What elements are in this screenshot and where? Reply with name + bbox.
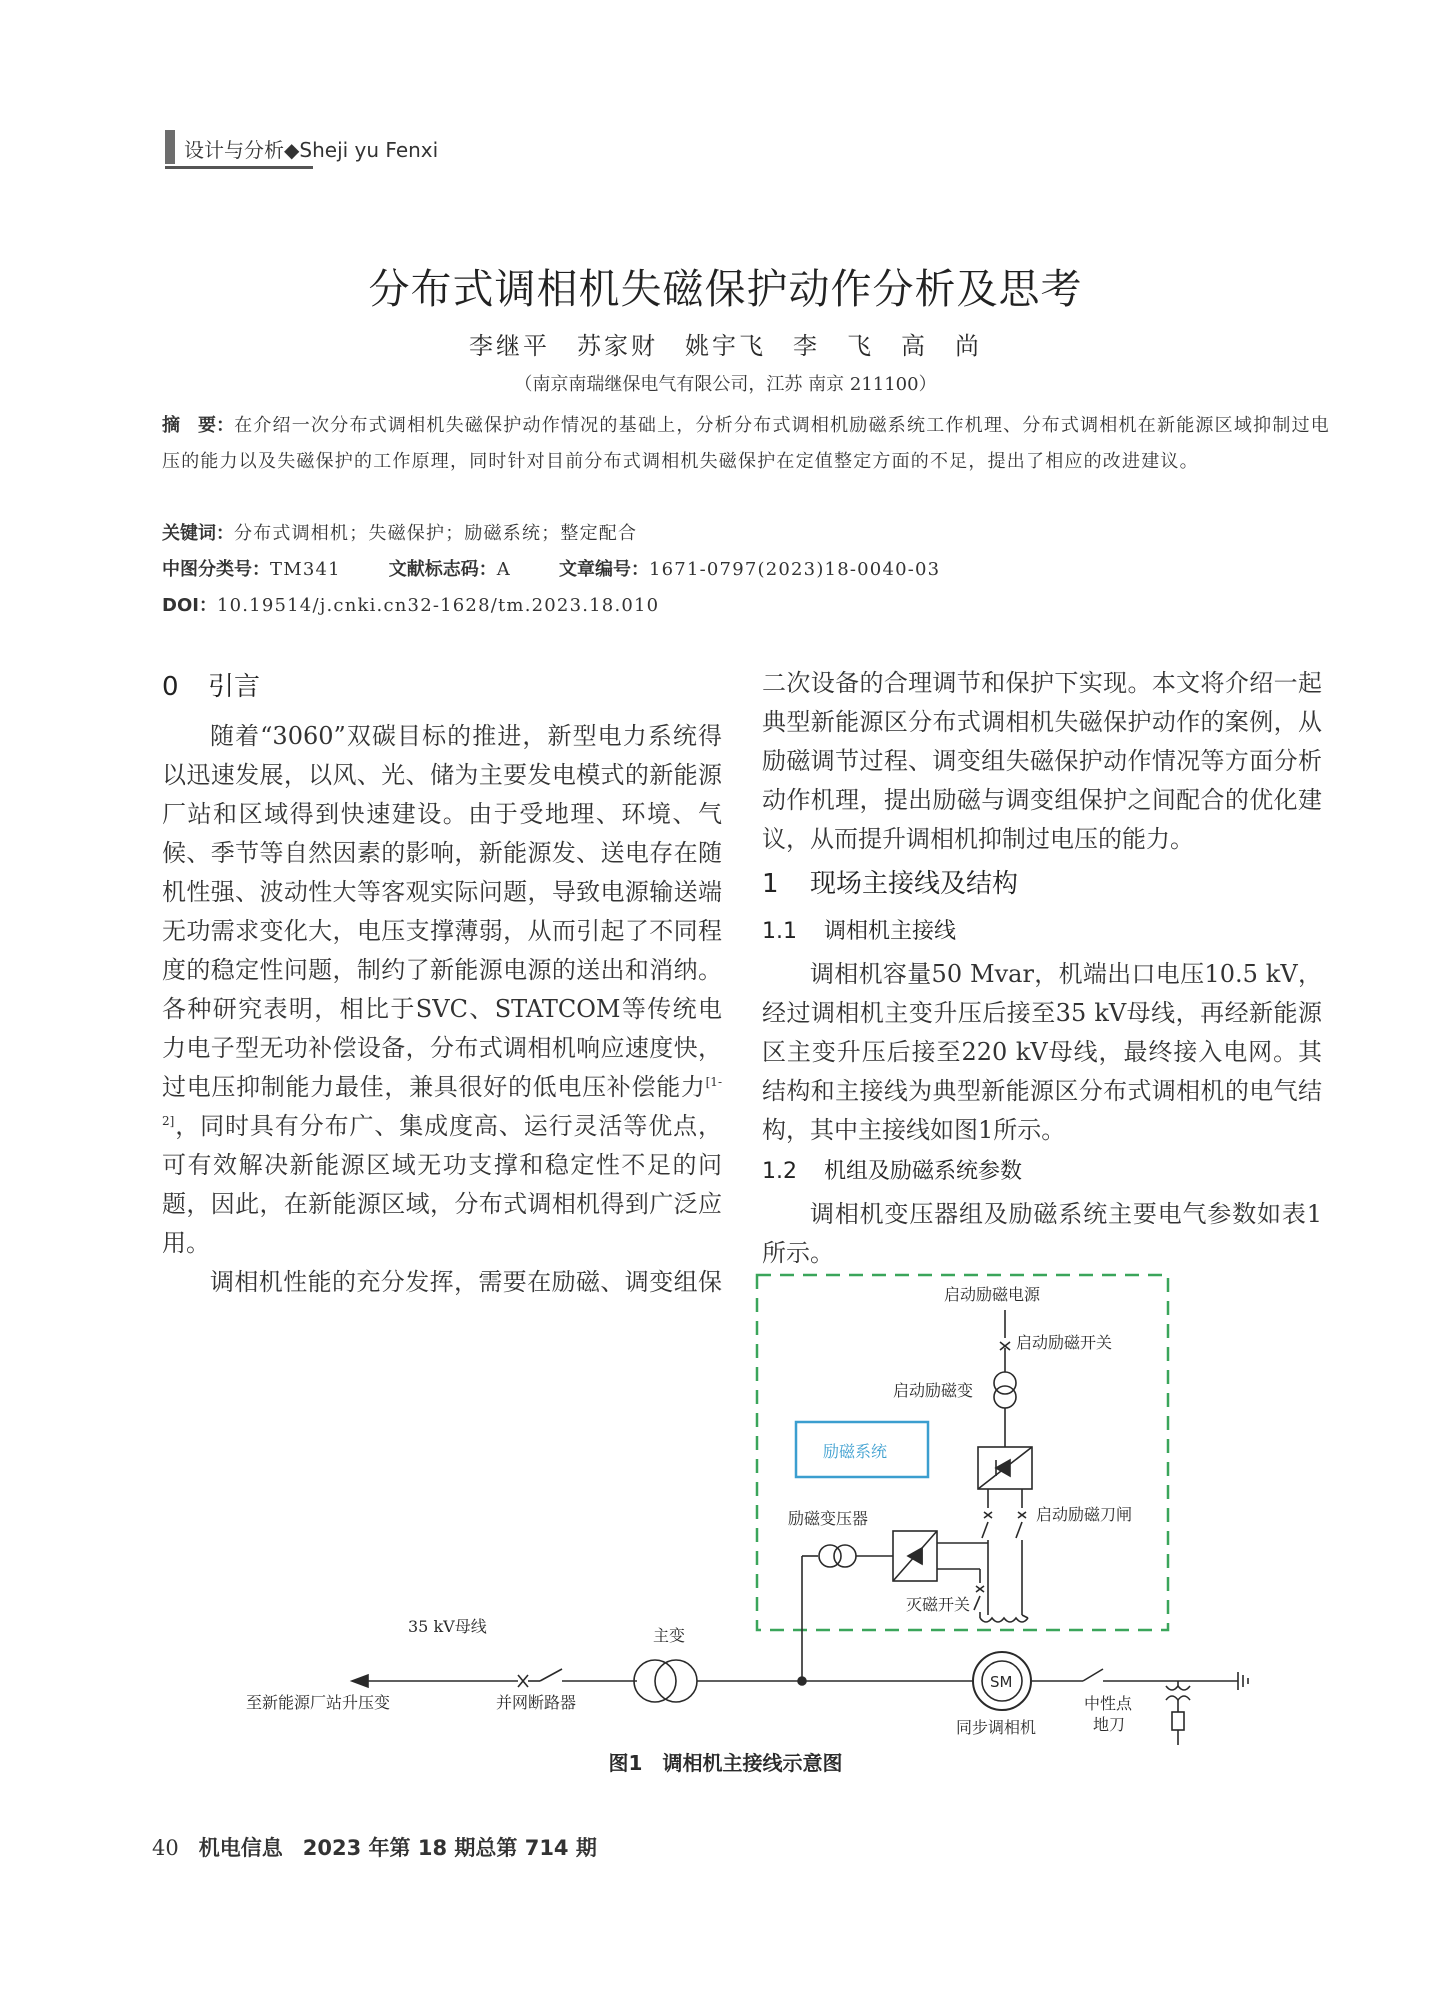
figure-caption: 图1 调相机主接线示意图: [608, 1751, 843, 1775]
right-column: [762, 664, 1322, 1273]
page-footer: [152, 1832, 597, 1862]
field-winding-icon: [980, 1618, 1028, 1622]
start-knife-icon: [982, 1522, 988, 1538]
label-excitation-system: 励磁系统: [823, 1442, 888, 1461]
section-0-heading: 0 引言: [162, 672, 261, 702]
label-grid-breaker: 并网断路器: [496, 1693, 577, 1712]
doc-code-value: A: [496, 559, 511, 580]
keywords-label: 关键词：: [162, 523, 234, 544]
section-1-1-paragraph: 调相机容量50 Mvar，机端出口电压10.5 kV，经过调相机主变升压后接至35 kV母线，再经新能源区主变升压后接至220 kV母线，最终接入电网。其结构和主接线为典型新能源区分布式调相机的电气结构，其中主接线如图1所示。: [762, 960, 1322, 1144]
section-0-paragraph-1: 随着“3060”双碳目标的推进，新型电力系统得以迅速发展，以风、光、储为主要发电模式的新能源厂站和区域得到快速建设。由于受地理、环境、气候、季节等自然因素的影响，新能源发、送电存在随机性强、波动性大等客观实际问题，导致电源输送端无功需求变化大，电压支撑薄弱，从而引起了不同程度的稳定性问题，制约了新能源电源的送出和消纳。各种研究表明，相比于SVC、STATCOM等传统电力电子型无功补偿设备，分布式调相机响应速度快，过电压抑制能力最佳，兼具很好的低电压补偿能力[1-2]，同时具有分布广、集成度高、运行灵活等优点，可有效解决新能源区域无功支撑和稳定性不足的问题，因此，在新能源区域，分布式调相机得到广泛应用。: [162, 722, 722, 1257]
keywords-text: 分布式调相机；失磁保护；励磁系统；整定配合: [234, 523, 638, 544]
abstract-text: 在介绍一次分布式调相机失磁保护动作情况的基础上，分析分布式调相机励磁系统工作机理、分布式调相机在新能源区域抑制过电压的能力以及失磁保护的工作原理，同时针对目前分布式调相机失磁保护在定值整定方面的不足，提出了相应的改进建议。: [162, 415, 1330, 472]
main-wiring-diagram: [240, 1265, 1250, 1755]
keywords: [162, 516, 1330, 552]
section-0-paragraph-2: 调相机性能的充分发挥，需要在励磁、调变组保: [210, 1268, 722, 1296]
demag-switch-icon: [974, 1596, 980, 1610]
neutral-knife-icon: [1083, 1669, 1103, 1681]
label-neutral-1: 中性点: [1084, 1694, 1133, 1713]
label-demag-switch: 灭磁开关: [906, 1595, 971, 1614]
diamond-icon: ◆: [284, 138, 300, 162]
arrow-left-icon: [352, 1675, 368, 1687]
section-0-paragraph-2-continued: 二次设备的合理调节和保护下实现。本文将介绍一起典型新能源区分布式调相机失磁保护动作的案例，从励磁调节过程、调变组失磁保护动作情况等方面分析动作机理，提出励磁与调变组保护之间配合的优化建议，从而提升调相机抑制过电压的能力。: [762, 669, 1322, 853]
label-start-knife: 启动励磁刀闸: [1036, 1505, 1133, 1524]
label-start-power: 启动励磁电源: [944, 1285, 1041, 1304]
doi-value: 10.19514/j.cnki.cn32-1628/tm.2023.18.010: [216, 595, 660, 616]
issue-info: 2023 年第 18 期总第 714 期: [302, 1836, 597, 1860]
start-transformer-icon: [994, 1372, 1016, 1394]
label-main-transformer: 主变: [653, 1626, 686, 1645]
header-section: 设计与分析: [184, 138, 284, 162]
section-1-2-heading: 1.2 机组及励磁系统参数: [762, 1159, 1023, 1184]
article-number-label: 文章编号：: [559, 559, 649, 580]
label-exc-transformer: 励磁变压器: [788, 1509, 869, 1528]
header-bar: [165, 130, 175, 164]
page-number: 40: [152, 1836, 179, 1860]
label-start-switch: 启动励磁开关: [1016, 1333, 1113, 1352]
label-sm: SM: [990, 1673, 1013, 1691]
label-start-transformer: 启动励磁变: [893, 1381, 974, 1400]
section-1-1-heading: 1.1 调相机主接线: [762, 919, 957, 944]
label-neutral-2: 地刀: [1093, 1715, 1126, 1734]
abstract: [162, 408, 1330, 480]
authors: 李继平 苏家财 姚宇飞 李 飞 高 尚: [469, 332, 982, 360]
neutral-coil-icon: [1166, 1686, 1190, 1690]
citation-ref: [1-2]: [162, 1075, 722, 1128]
affiliation: （南京南瑞继保电气有限公司，江苏 南京 211100）: [514, 374, 937, 395]
left-column: [162, 668, 722, 1302]
header-pinyin: Sheji yu Fenxi: [299, 138, 439, 162]
paper-title: 分布式调相机失磁保护动作分析及思考: [368, 265, 1083, 313]
clc-value: TM341: [270, 559, 341, 580]
doi-label: DOI：: [162, 595, 217, 616]
doi-line: [162, 588, 1330, 624]
header-rule: [165, 166, 313, 169]
classification-line: [162, 552, 1330, 588]
running-header: [184, 134, 438, 163]
label-sync-condenser: 同步调相机: [956, 1718, 1037, 1737]
clc-label: 中图分类号：: [162, 559, 270, 580]
journal-name: 机电信息: [198, 1836, 283, 1860]
label-to-station: 至新能源厂站升压变: [246, 1693, 391, 1712]
section-1-heading: 1 现场主接线及结构: [762, 869, 1019, 899]
abstract-label: 摘 要：: [162, 415, 235, 436]
excitation-region-box: [757, 1275, 1168, 1630]
article-number-value: 1671-0797(2023)18-0040-03: [649, 559, 941, 580]
section-1-2-paragraph: 调相机变压器组及励磁系统主要电气参数如表1所示。: [762, 1200, 1322, 1267]
doc-code-label: 文献标志码：: [388, 559, 497, 580]
label-35kv-bus: 35 kV母线: [408, 1617, 487, 1636]
